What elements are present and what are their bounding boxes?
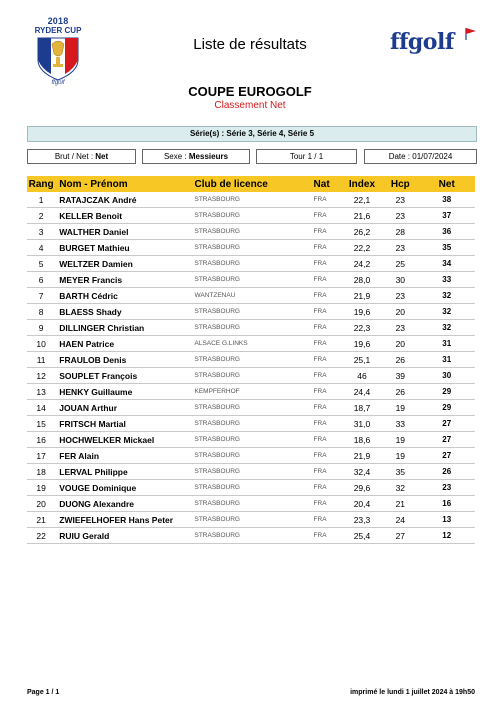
table-row	[27, 448, 475, 464]
cell-net: 27	[418, 432, 475, 448]
cell-nom: SOUPLET François	[55, 368, 194, 384]
cell-net: 36	[418, 224, 475, 240]
cell-hcp: 35	[382, 464, 418, 480]
sexe-label: Sexe :	[163, 152, 187, 161]
cell-net: 38	[418, 192, 475, 208]
cell-index: 21,9	[342, 448, 382, 464]
cell-net: 12	[418, 528, 475, 544]
cell-club: STRASBOURG	[194, 432, 313, 448]
brut-net-label: Brut / Net :	[54, 152, 94, 161]
cell-rang: 5	[27, 256, 55, 272]
table-row	[27, 352, 475, 368]
cell-nom: LERVAL Philippe	[55, 464, 194, 480]
cell-nat: FRA	[314, 496, 342, 512]
cell-nat: FRA	[314, 240, 342, 256]
cell-club: STRASBOURG	[194, 528, 313, 544]
cell-nat: FRA	[314, 368, 342, 384]
cell-hcp: 24	[382, 512, 418, 528]
cell-hcp: 26	[382, 384, 418, 400]
cell-net: 37	[418, 208, 475, 224]
cell-nom: RUIU Gerald	[55, 528, 194, 544]
cell-club: STRASBOURG	[194, 224, 313, 240]
cell-nom: FER Alain	[55, 448, 194, 464]
cell-club: STRASBOURG	[194, 496, 313, 512]
ryder-cup-logo	[22, 14, 94, 84]
cell-nom: HOCHWELKER Mickael	[55, 432, 194, 448]
sexe-box	[142, 149, 250, 164]
cell-nat: FRA	[314, 288, 342, 304]
cell-club: STRASBOURG	[194, 240, 313, 256]
table-row	[27, 432, 475, 448]
cell-index: 29,6	[342, 480, 382, 496]
cell-index: 32,4	[342, 464, 382, 480]
cell-club: STRASBOURG	[194, 256, 313, 272]
cell-net: 27	[418, 416, 475, 432]
cell-nom: ZWIEFELHOFER Hans Peter	[55, 512, 194, 528]
cell-nom: RATAJCZAK André	[55, 192, 194, 208]
cell-net: 31	[418, 352, 475, 368]
header-net: Net	[418, 176, 475, 192]
cell-nat: FRA	[314, 224, 342, 240]
cell-nat: FRA	[314, 432, 342, 448]
cell-index: 24,4	[342, 384, 382, 400]
cell-index: 18,7	[342, 400, 382, 416]
cell-hcp: 23	[382, 240, 418, 256]
cell-rang: 17	[27, 448, 55, 464]
tour-box: Tour 1 / 1	[256, 149, 357, 164]
cell-rang: 8	[27, 304, 55, 320]
cell-club: WANTZENAU	[194, 288, 313, 304]
table-row	[27, 384, 475, 400]
table-row	[27, 400, 475, 416]
cell-index: 25,4	[342, 528, 382, 544]
cell-index: 21,6	[342, 208, 382, 224]
cell-rang: 11	[27, 352, 55, 368]
sexe-value: Messieurs	[188, 152, 229, 161]
header-hcp: Hcp	[382, 176, 418, 192]
table-row	[27, 496, 475, 512]
cell-rang: 6	[27, 272, 55, 288]
cell-index: 18,6	[342, 432, 382, 448]
cell-nom: MEYER Francis	[55, 272, 194, 288]
cell-club: STRASBOURG	[194, 320, 313, 336]
cell-rang: 9	[27, 320, 55, 336]
table-header-row	[27, 176, 475, 192]
cell-nat: FRA	[314, 256, 342, 272]
cell-rang: 10	[27, 336, 55, 352]
cell-nat: FRA	[314, 384, 342, 400]
cell-index: 19,6	[342, 336, 382, 352]
cell-nat: FRA	[314, 304, 342, 320]
cell-rang: 22	[27, 528, 55, 544]
ryder-logo-sub: ffgolf	[51, 80, 65, 86]
cell-nat: FRA	[314, 464, 342, 480]
cell-nom: WELTZER Damien	[55, 256, 194, 272]
cell-index: 31,0	[342, 416, 382, 432]
table-row	[27, 416, 475, 432]
results-table	[27, 176, 475, 544]
cell-index: 20,4	[342, 496, 382, 512]
cell-net: 34	[418, 256, 475, 272]
table-row	[27, 224, 475, 240]
cell-rang: 18	[27, 464, 55, 480]
cell-hcp: 20	[382, 304, 418, 320]
cell-nat: FRA	[314, 512, 342, 528]
cell-hcp: 30	[382, 272, 418, 288]
cell-index: 25,1	[342, 352, 382, 368]
cell-rang: 4	[27, 240, 55, 256]
cell-club: STRASBOURG	[194, 400, 313, 416]
cell-hcp: 23	[382, 320, 418, 336]
cell-index: 22,2	[342, 240, 382, 256]
cell-club: STRASBOURG	[194, 512, 313, 528]
cell-nat: FRA	[314, 400, 342, 416]
cell-hcp: 19	[382, 400, 418, 416]
cell-nom: FRITSCH Martial	[55, 416, 194, 432]
cell-hcp: 32	[382, 480, 418, 496]
ffgolf-logo	[390, 27, 480, 61]
cell-index: 21,9	[342, 288, 382, 304]
cell-index: 22,1	[342, 192, 382, 208]
cell-index: 26,2	[342, 224, 382, 240]
cell-hcp: 39	[382, 368, 418, 384]
cell-nat: FRA	[314, 192, 342, 208]
cell-club: STRASBOURG	[194, 416, 313, 432]
cell-nat: FRA	[314, 320, 342, 336]
classement-label: Classement Net	[214, 100, 286, 111]
cell-rang: 15	[27, 416, 55, 432]
cell-index: 22,3	[342, 320, 382, 336]
cell-index: 19,6	[342, 304, 382, 320]
table-row	[27, 240, 475, 256]
header-club: Club de licence	[194, 176, 313, 192]
cell-nom: KELLER Benoit	[55, 208, 194, 224]
cell-nom: HAEN Patrice	[55, 336, 194, 352]
table-row	[27, 336, 475, 352]
cell-net: 32	[418, 320, 475, 336]
cell-net: 35	[418, 240, 475, 256]
table-row	[27, 528, 475, 544]
date-box: Date : 01/07/2024	[364, 149, 477, 164]
cell-club: STRASBOURG	[194, 304, 313, 320]
cell-nom: BLAESS Shady	[55, 304, 194, 320]
cell-net: 33	[418, 272, 475, 288]
cell-nom: VOUGE Dominique	[55, 480, 194, 496]
cell-net: 32	[418, 304, 475, 320]
table-row	[27, 288, 475, 304]
brut-net-box	[27, 149, 136, 164]
cell-nat: FRA	[314, 480, 342, 496]
cell-nat: FRA	[314, 208, 342, 224]
cell-index: 46	[342, 368, 382, 384]
cell-nat: FRA	[314, 272, 342, 288]
cell-nom: HENKY Guillaume	[55, 384, 194, 400]
cell-index: 24,2	[342, 256, 382, 272]
cell-net: 29	[418, 384, 475, 400]
cell-club: KEMPFERHOF	[194, 384, 313, 400]
cell-nom: FRAULOB Denis	[55, 352, 194, 368]
cell-nom: DILLINGER Christian	[55, 320, 194, 336]
cell-rang: 12	[27, 368, 55, 384]
cell-net: 13	[418, 512, 475, 528]
header-rang: Rang	[27, 176, 55, 192]
cell-hcp: 26	[382, 352, 418, 368]
cell-net: 16	[418, 496, 475, 512]
cell-club: ALSACE G.LINKS	[194, 336, 313, 352]
cell-index: 23,3	[342, 512, 382, 528]
cell-net: 31	[418, 336, 475, 352]
cell-hcp: 28	[382, 224, 418, 240]
cell-hcp: 20	[382, 336, 418, 352]
trophy-shield-icon	[22, 14, 94, 84]
table-row	[27, 464, 475, 480]
cell-nom: JOUAN Arthur	[55, 400, 194, 416]
competition-name: COUPE EUROGOLF	[188, 84, 312, 99]
table-row	[27, 256, 475, 272]
footer-print-date: imprimé le lundi 1 juillet 2024 à 19h50	[350, 689, 475, 696]
cell-net: 27	[418, 448, 475, 464]
table-row	[27, 208, 475, 224]
brut-net-value: Net	[95, 152, 109, 161]
ryder-logo-name: RYDER CUP	[34, 26, 82, 35]
cell-hcp: 23	[382, 192, 418, 208]
cell-club: STRASBOURG	[194, 464, 313, 480]
cell-hcp: 27	[382, 528, 418, 544]
cell-nat: FRA	[314, 352, 342, 368]
cell-nom: WALTHER Daniel	[55, 224, 194, 240]
cell-hcp: 19	[382, 448, 418, 464]
series-bar: Série(s) : Série 3, Série 4, Série 5	[27, 126, 477, 142]
cell-index: 28,0	[342, 272, 382, 288]
cell-club: STRASBOURG	[194, 208, 313, 224]
cell-nat: FRA	[314, 336, 342, 352]
cell-club: STRASBOURG	[194, 352, 313, 368]
cell-rang: 21	[27, 512, 55, 528]
cell-nat: FRA	[314, 416, 342, 432]
cell-rang: 20	[27, 496, 55, 512]
footer-page-number: Page 1 / 1	[27, 689, 60, 696]
header-nat: Nat	[314, 176, 342, 192]
table-row	[27, 304, 475, 320]
cell-nom: BURGET Mathieu	[55, 240, 194, 256]
cell-rang: 14	[27, 400, 55, 416]
cell-club: STRASBOURG	[194, 192, 313, 208]
cell-rang: 13	[27, 384, 55, 400]
cell-net: 29	[418, 400, 475, 416]
ryder-logo-year: 2018	[47, 16, 69, 26]
header-index: Index	[342, 176, 382, 192]
page-title: Liste de résultats	[193, 36, 307, 53]
cell-net: 32	[418, 288, 475, 304]
cell-net: 26	[418, 464, 475, 480]
table-row	[27, 272, 475, 288]
cell-rang: 2	[27, 208, 55, 224]
cell-hcp: 23	[382, 288, 418, 304]
cell-club: STRASBOURG	[194, 448, 313, 464]
cell-nat: FRA	[314, 448, 342, 464]
cell-hcp: 23	[382, 208, 418, 224]
table-row	[27, 480, 475, 496]
cell-nom: DUONG Alexandre	[55, 496, 194, 512]
cell-rang: 19	[27, 480, 55, 496]
cell-hcp: 25	[382, 256, 418, 272]
ffgolf-logo-text: ffgolf	[390, 29, 454, 55]
cell-rang: 1	[27, 192, 55, 208]
table-row	[27, 368, 475, 384]
cell-rang: 16	[27, 432, 55, 448]
table-row	[27, 192, 475, 208]
cell-net: 23	[418, 480, 475, 496]
cell-rang: 3	[27, 224, 55, 240]
flag-icon	[463, 27, 479, 41]
table-row	[27, 512, 475, 528]
cell-net: 30	[418, 368, 475, 384]
cell-club: STRASBOURG	[194, 272, 313, 288]
cell-hcp: 33	[382, 416, 418, 432]
cell-nat: FRA	[314, 528, 342, 544]
cell-hcp: 19	[382, 432, 418, 448]
cell-club: STRASBOURG	[194, 368, 313, 384]
cell-club: STRASBOURG	[194, 480, 313, 496]
cell-nom: BARTH Cédric	[55, 288, 194, 304]
table-row	[27, 320, 475, 336]
header-nom: Nom - Prénom	[55, 176, 194, 192]
cell-rang: 7	[27, 288, 55, 304]
cell-hcp: 21	[382, 496, 418, 512]
